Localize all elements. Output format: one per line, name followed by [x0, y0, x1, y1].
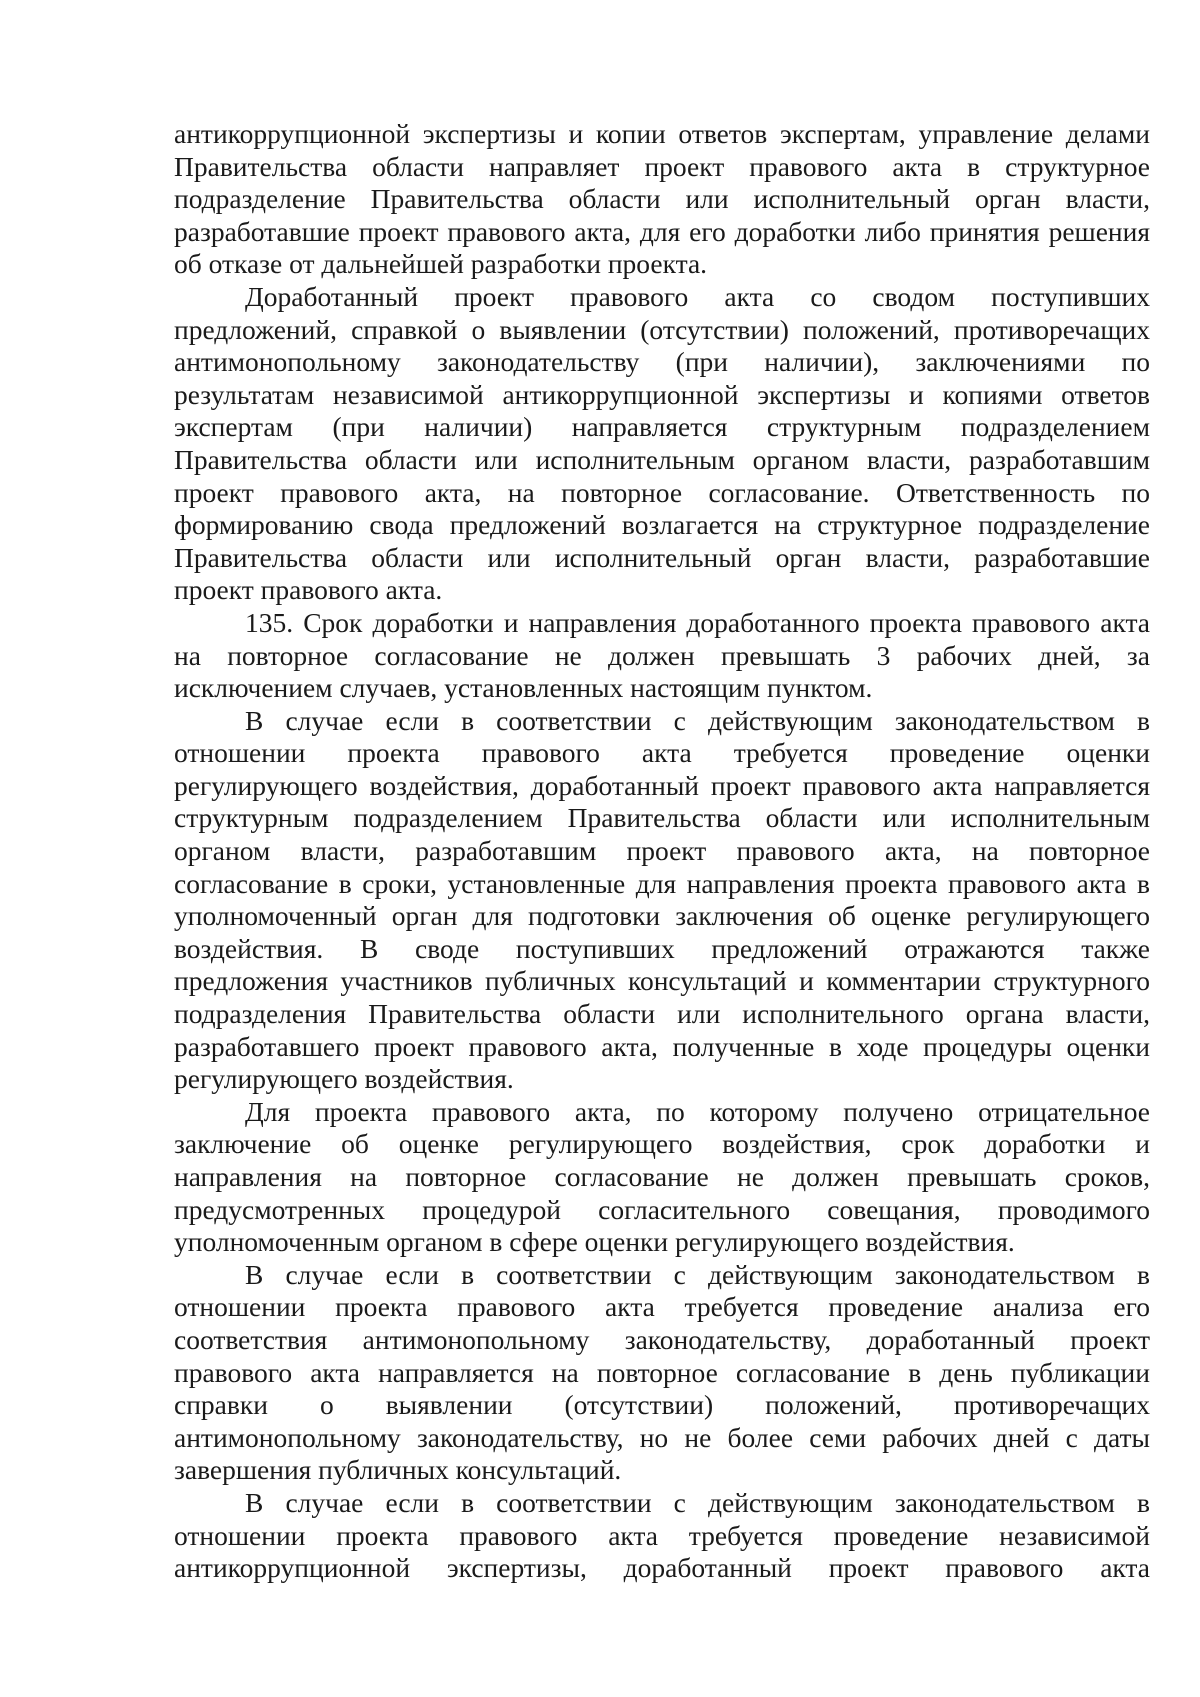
text-line: справки о выявлении (отсутствии) положений, противоречащих [174, 1389, 1150, 1421]
text-line: разработавшие проект правового акта, для его доработки либо принятия решения [174, 215, 1150, 247]
text-line: об отказе от дальнейшей разработки проекта. [174, 248, 708, 280]
text-line: подразделение Правительства области или исполнительный орган власти, [174, 183, 1150, 215]
text-line: формированию свода предложений возлагается на структурное подразделение [174, 509, 1150, 541]
text-line: антикоррупционной экспертизы и копии ответов экспертам, управление делами [174, 118, 1150, 149]
text-line: отношении проекта правового акта требуется проведение оценки [174, 737, 1150, 769]
text-line: В случае если в соответствии с действующим законодательством в [245, 704, 1150, 736]
text-line: на повторное согласование не должен превышать 3 рабочих дней, за [174, 639, 1150, 671]
text-line: уполномоченный орган для подготовки заключения об оценке регулирующего [174, 900, 1150, 932]
text-line: экспертам (при наличии) направляется структурным подразделением [174, 411, 1150, 443]
text-line: согласование в сроки, установленные для направления проекта правового акта в [174, 867, 1150, 899]
text-line: предложения участников публичных консультаций и комментарии структурного [174, 965, 1150, 997]
text-line: В случае если в соответствии с действующим законодательством в [245, 1486, 1150, 1518]
text-line: антикоррупционной экспертизы, доработанный проект правового акта [174, 1552, 1150, 1584]
text-line: исключением случаев, установленных настоящим пунктом. [174, 672, 873, 704]
text-line: антимонопольному законодательству, но не более семи рабочих дней с даты [174, 1421, 1150, 1453]
text-line: органом власти, разработавшим проект правового акта, на повторное [174, 835, 1150, 867]
text-line: правового акта направляется на повторное согласование в день публикации [174, 1356, 1150, 1388]
text-line: регулирующего воздействия. [174, 1063, 514, 1095]
text-line: воздействия. В своде поступивших предложений отражаются также [174, 932, 1150, 964]
text-line: предложений, справкой о выявлении (отсутствии) положений, противоречащих [174, 313, 1150, 345]
text-line: структурным подразделением Правительства области или исполнительным [174, 802, 1150, 834]
text-line: предусмотренных процедурой согласительного совещания, проводимого [174, 1193, 1150, 1225]
text-line: антимонопольному законодательству (при наличии), заключениями по [174, 346, 1150, 378]
text-line: регулирующего воздействия, доработанный проект правового акта направляется [174, 769, 1150, 801]
document-body-text [174, 118, 1150, 1585]
text-line: отношении проекта правового акта требуется проведение независимой [174, 1519, 1150, 1551]
text-line: направления на повторное согласование не должен превышать сроков, [174, 1161, 1150, 1192]
text-line: Для проекта правового акта, по которому получено отрицательное [245, 1095, 1150, 1127]
text-line: Доработанный проект правового акта со сводом поступивших [245, 280, 1150, 312]
text-line: отношении проекта правового акта требуется проведение анализа его [174, 1291, 1150, 1323]
text-line: результатам независимой антикоррупционной экспертизы и копиями ответов [174, 378, 1150, 410]
text-line: разработавшего проект правового акта, полученные в ходе процедуры оценки [174, 1030, 1150, 1062]
text-line: В случае если в соответствии с действующим законодательством в [245, 1258, 1150, 1290]
text-line: Правительства области или исполнительным органом власти, разработавшим [174, 443, 1150, 475]
text-line: проект правового акта. [174, 574, 443, 606]
text-line: Правительства области или исполнительный орган власти, разработавшие [174, 541, 1150, 573]
text-line: заключение об оценке регулирующего воздействия, срок доработки и [174, 1128, 1150, 1160]
text-line: 135. Срок доработки и направления доработанного проекта правового акта [245, 606, 1150, 638]
text-line: проект правового акта, на повторное согласование. Ответственность по [174, 476, 1150, 508]
text-line: Правительства области направляет проект правового акта в структурное [174, 150, 1150, 182]
text-line: подразделения Правительства области или исполнительного органа власти, [174, 998, 1150, 1030]
text-line: соответствия антимонопольному законодательству, доработанный проект [174, 1323, 1150, 1355]
text-line: завершения публичных консультаций. [174, 1454, 622, 1486]
text-line: уполномоченным органом в сфере оценки регулирующего воздействия. [174, 1226, 1015, 1258]
